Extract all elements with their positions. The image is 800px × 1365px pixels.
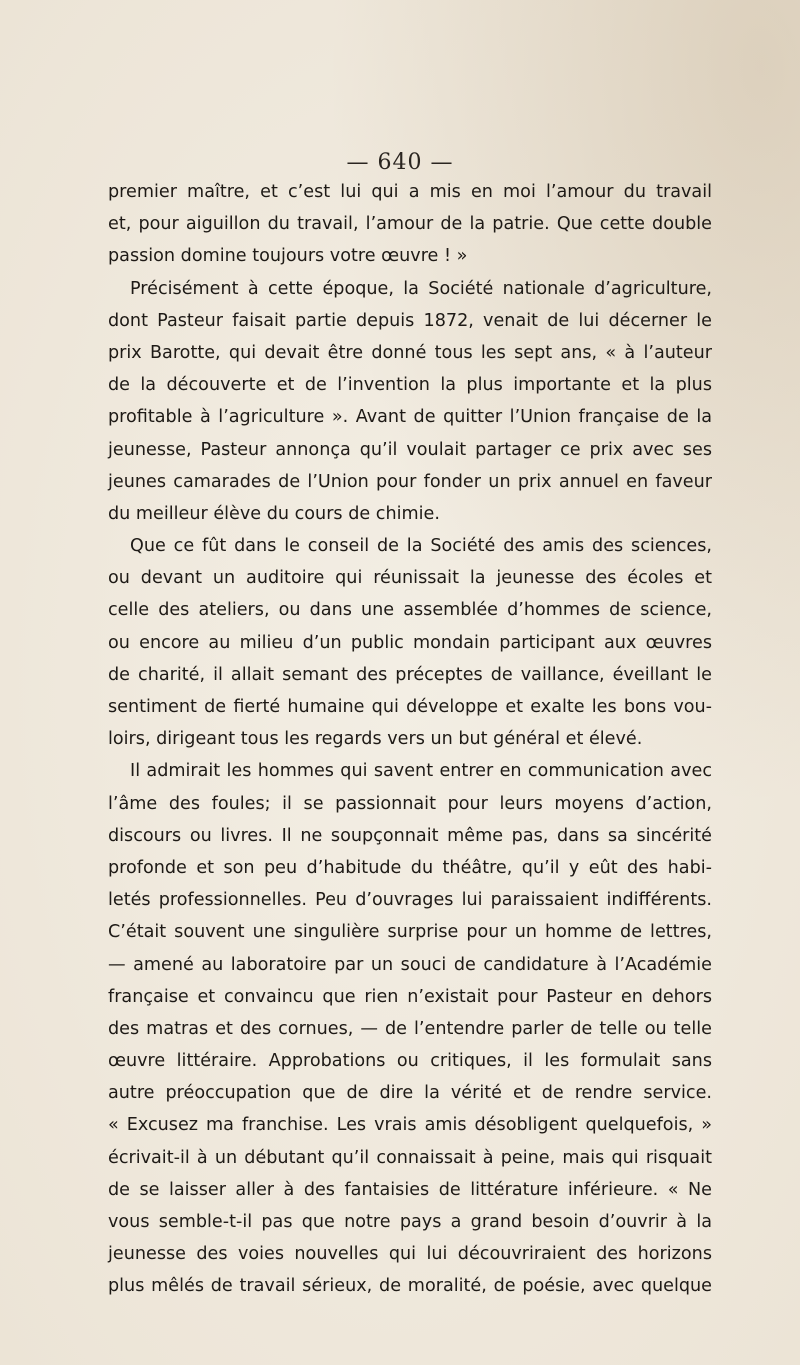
text-line: ou devant un auditoire qui réunissait la jeunesse des écoles et	[108, 568, 712, 589]
text-line: prix Barotte, qui devait être donné tous les sept ans, « à l’auteur	[108, 342, 712, 363]
text-line: autre préoccupation que de dire la vérité et de rendre service.	[108, 1083, 712, 1104]
text-line: des matras et des cornues, — de l’entendre parler de telle ou telle	[108, 1018, 712, 1039]
text-line: — amené au laboratoire par un souci de candidature à l’Académie	[108, 954, 712, 975]
body-text	[108, 176, 712, 1303]
text-line: de charité, il allait semant des préceptes de vaillance, éveillant le	[108, 664, 712, 685]
text-line: jeunesse des voies nouvelles qui lui découvriraient des horizons	[108, 1244, 712, 1265]
text-line: Que ce fût dans le conseil de la Société des amis des sciences,	[130, 536, 712, 557]
text-line: du meilleur élève du cours de chimie.	[108, 503, 440, 524]
text-line: écrivait-il à un débutant qu’il connaissait à peine, mais qui risquait	[108, 1147, 712, 1168]
text-line: C’était souvent une singulière surprise pour un homme de lettres,	[108, 922, 712, 943]
text-line: de se laisser aller à des fantaisies de littérature inférieure. « Ne	[108, 1179, 712, 1200]
text-line: loirs, dirigeant tous les regards vers un but général et élevé.	[108, 729, 643, 750]
text-line: profonde et son peu d’habitude du théâtre, qu’il y eût des habi-	[108, 857, 712, 878]
page-number: — 640 —	[346, 150, 454, 175]
text-line: sentiment de fierté humaine qui développe et exalte les bons vou-	[108, 697, 712, 717]
text-line: letés professionnelles. Peu d’ouvrages lui paraissaient indifférents.	[108, 890, 712, 911]
text-line: dont Pasteur faisait partie depuis 1872, venait de lui décerner le	[108, 310, 712, 331]
text-line: vous semble-t-il pas que notre pays a grand besoin d’ouvrir à la	[108, 1212, 712, 1232]
text-line: française et convaincu que rien n’existait pour Pasteur en dehors	[108, 986, 712, 1007]
text-line: l’âme des foules; il se passionnait pour leurs moyens d’action,	[108, 793, 712, 814]
text-line: jeunesse, Pasteur annonça qu’il voulait partager ce prix avec ses	[108, 439, 712, 460]
text-line: Il admirait les hommes qui savent entrer en communication avec	[130, 761, 712, 782]
text-line: discours ou livres. Il ne soupçonnait même pas, dans sa sincérité	[108, 825, 712, 846]
text-line: Précisément à cette époque, la Société nationale d’agriculture,	[130, 278, 712, 299]
text-line: de la découverte et de l’invention la plus importante et la plus	[108, 375, 712, 396]
text-line: passion domine toujours votre œuvre ! »	[108, 246, 468, 267]
text-line: « Excusez ma franchise. Les vrais amis désobligent quelquefois, »	[108, 1115, 712, 1136]
text-line: jeunes camarades de l’Union pour fonder un prix annuel en faveur	[108, 471, 712, 492]
text-line: œuvre littéraire. Approbations ou critiques, il les formulait sans	[108, 1051, 712, 1072]
text-line: ou encore au milieu d’un public mondain participant aux œuvres	[108, 632, 712, 653]
text-line: profitable à l’agriculture ». Avant de quitter l’Union française de la	[108, 407, 712, 428]
text-line: premier maître, et c’est lui qui a mis en moi l’amour du travail	[108, 182, 712, 202]
text-line: celle des ateliers, ou dans une assemblée d’hommes de science,	[108, 600, 712, 621]
text-line: et, pour aiguillon du travail, l’amour de la patrie. Que cette double	[108, 214, 712, 235]
text-line: plus mêlés de travail sérieux, de moralité, de poésie, avec quelque	[108, 1276, 712, 1297]
